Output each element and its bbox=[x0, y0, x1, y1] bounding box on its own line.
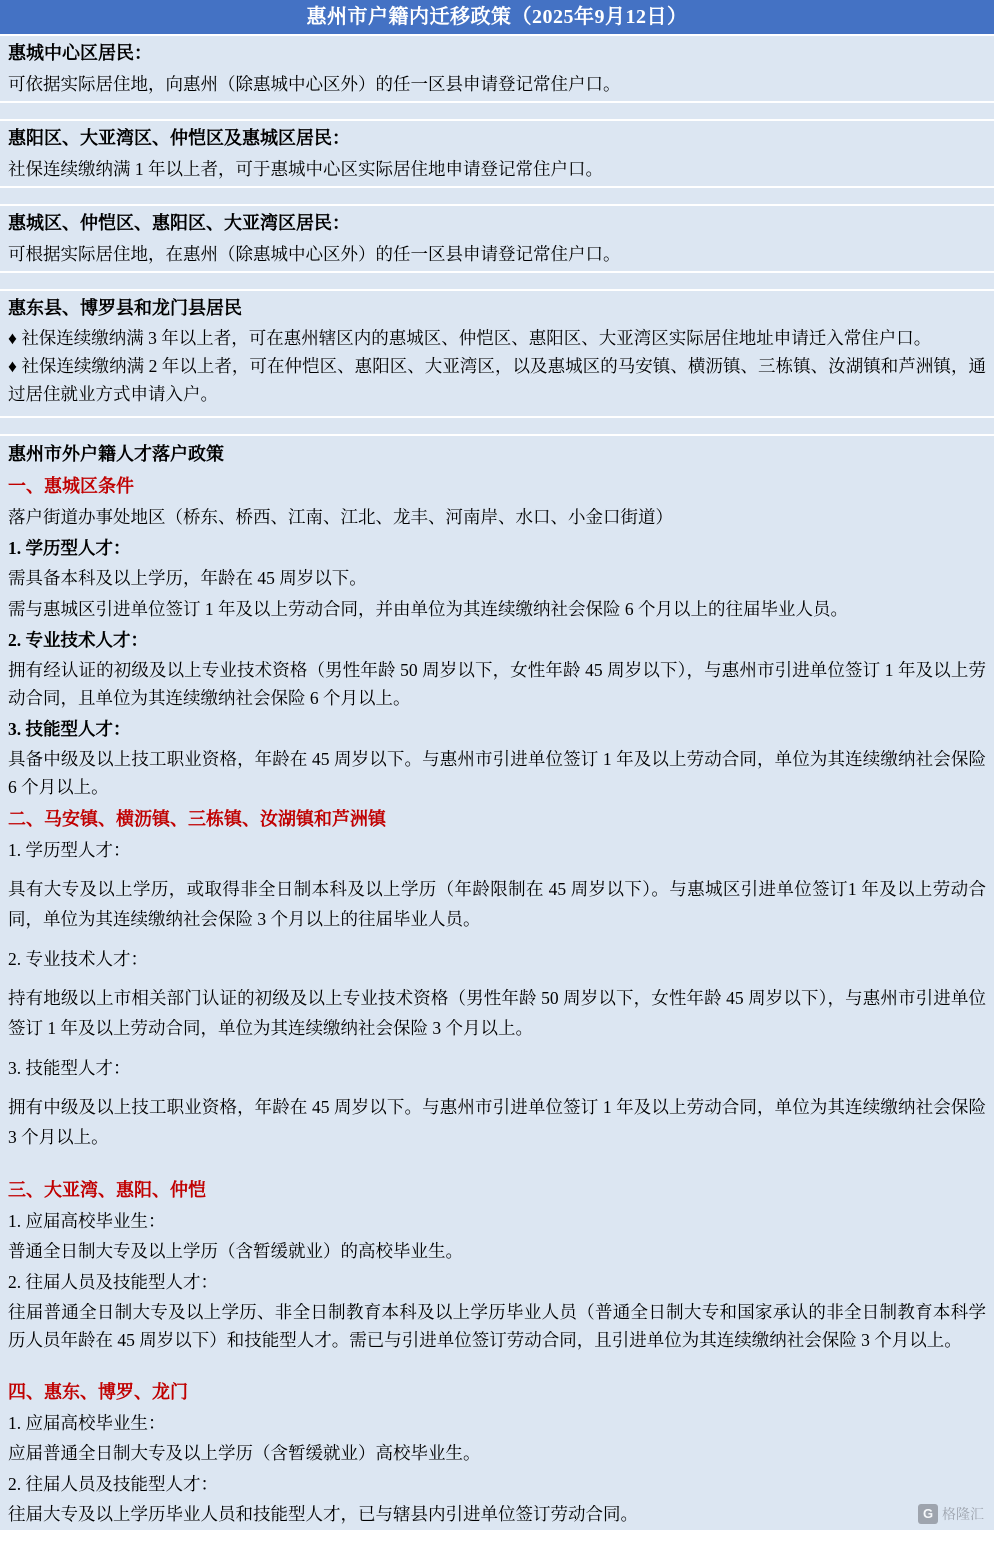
county-bullet-2 bbox=[8, 352, 986, 408]
item-text: 持有地级以上市相关部门认证的初级及以上专业技术资格（男性年龄 50 周岁以下，女性年龄 45 周岁以下），与惠州市引进单位签订 1 年及以上劳动合同，单位为其连续缴纳社会保险 3 个月以上。 bbox=[8, 988, 986, 1038]
intra-city-block-3 bbox=[0, 206, 994, 271]
talent-group-4 bbox=[8, 1376, 986, 1530]
intra-city-block-2 bbox=[0, 121, 994, 186]
talent-section bbox=[0, 436, 994, 1530]
spacer bbox=[0, 188, 994, 204]
item-label: 1. 应届高校毕业生： bbox=[8, 1211, 166, 1231]
item-text: 往届大专及以上学历毕业人员和技能型人才，已与辖县内引进单位签订劳动合同。 bbox=[8, 1504, 638, 1524]
county-bullet-text: 社保连续缴纳满 2 年以上者，可在仲恺区、惠阳区、大亚湾区，以及惠城区的马安镇、横沥镇、三栋镇、汝湖镇和芦洲镇，通过居住就业方式申请入户。 bbox=[8, 356, 986, 404]
spacer bbox=[8, 408, 986, 416]
talent-group-3 bbox=[8, 1174, 986, 1376]
item-label: 3. 技能型人才： bbox=[8, 1058, 131, 1078]
county-bullet-text: 社保连续缴纳满 3 年以上者，可在惠州辖区内的惠城区、仲恺区、惠阳区、大亚湾区实际居住地址申请迁入常住户口。 bbox=[21, 328, 932, 348]
block-heading: 惠阳区、大亚湾区、仲恺区及惠城区居民： bbox=[8, 128, 350, 148]
watermark-logo-icon: G bbox=[918, 1504, 938, 1524]
bullet-icon: ♦ bbox=[8, 328, 17, 348]
item-text: 应届普通全日制大专及以上学历（含暂缓就业）高校毕业生。 bbox=[8, 1443, 481, 1463]
spacer bbox=[0, 273, 994, 289]
item-text: 拥有经认证的初级及以上专业技术资格（男性年龄 50 周岁以下，女性年龄 45 周岁以下），与惠州市引进单位签订 1 年及以上劳动合同，且单位为其连续缴纳社会保险 6 个月以上。 bbox=[8, 660, 986, 708]
talent-group-2 bbox=[8, 803, 986, 1174]
item-label: 1. 学历型人才： bbox=[8, 538, 131, 558]
spacer bbox=[8, 974, 986, 982]
spacer bbox=[8, 936, 986, 944]
item-text: 具有大专及以上学历，或取得非全日制本科及以上学历（年龄限制在 45 周岁以下）。与惠城区引进单位签订1 年及以上劳动合同，单位为其连续缴纳社会保险 3 个月以上的往届毕业人员。 bbox=[8, 879, 986, 929]
page-title: 惠州市户籍内迁移政策（2025年9月12日） bbox=[0, 0, 994, 34]
block-text: 可依据实际居住地，向惠州（除惠城中心区外）的任一区县申请登记常住户口。 bbox=[8, 74, 621, 94]
group-title: 四、惠东、博罗、龙门 bbox=[8, 1382, 188, 1402]
watermark-text: 格隆汇 bbox=[942, 1506, 984, 1522]
talent-group-1 bbox=[8, 470, 986, 803]
item-text: 往届普通全日制大专及以上学历、非全日制教育本科及以上学历毕业人员（普通全日制大专和国家承认的非全日制教育本科学历人员年龄在 45 周岁以下）和技能型人才。需已与引进单位签订劳动合同，且引进单位为其连续缴纳社会保险 3 个月以上。 bbox=[8, 1302, 986, 1350]
block-heading: 惠城中心区居民： bbox=[8, 43, 152, 63]
county-heading: 惠东县、博罗县和龙门县居民 bbox=[8, 298, 242, 318]
spacer bbox=[8, 1045, 986, 1053]
item-label: 2. 专业技术人才： bbox=[8, 949, 148, 969]
block-heading: 惠城区、仲恺区、惠阳区、大亚湾区居民： bbox=[8, 213, 350, 233]
block-text: 可根据实际居住地，在惠州（除惠城中心区外）的任一区县申请登记常住户口。 bbox=[8, 244, 621, 264]
item-label: 2. 往届人员及技能型人才： bbox=[8, 1474, 218, 1494]
spacer bbox=[8, 865, 986, 873]
group-intro: 落户街道办事处地区（桥东、桥西、江南、江北、龙丰、河南岸、水口、小金口街道） bbox=[8, 507, 673, 527]
spacer bbox=[0, 418, 994, 434]
bullet-icon: ♦ bbox=[8, 356, 17, 376]
item-text: 拥有中级及以上技工职业资格，年龄在 45 周岁以下。与惠州市引进单位签订 1 年及以上劳动合同，单位为其连续缴纳社会保险 3 个月以上。 bbox=[8, 1097, 986, 1147]
group-title: 二、马安镇、横沥镇、三栋镇、汝湖镇和芦洲镇 bbox=[8, 809, 386, 829]
county-block bbox=[0, 291, 994, 416]
item-label: 2. 专业技术人才： bbox=[8, 630, 148, 650]
spacer bbox=[8, 1356, 986, 1376]
spacer bbox=[0, 103, 994, 119]
item-text: 需与惠城区引进单位签订 1 年及以上劳动合同，并由单位为其连续缴纳社会保险 6 个月以上的往届毕业人员。 bbox=[8, 599, 848, 619]
group-title: 一、惠城区条件 bbox=[8, 476, 134, 496]
intra-city-block-1 bbox=[0, 36, 994, 101]
watermark bbox=[918, 1504, 984, 1524]
talent-section-title: 惠州市外户籍人才落户政策 bbox=[8, 444, 224, 464]
item-label: 1. 学历型人才： bbox=[8, 840, 131, 860]
item-text: 普通全日制大专及以上学历（含暂缓就业）的高校毕业生。 bbox=[8, 1241, 463, 1261]
spacer bbox=[8, 1154, 986, 1174]
block-text: 社保连续缴纳满 1 年以上者，可于惠城中心区实际居住地申请登记常住户口。 bbox=[8, 159, 603, 179]
county-bullet-1 bbox=[8, 324, 986, 352]
group-title: 三、大亚湾、惠阳、仲恺 bbox=[8, 1180, 206, 1200]
spacer bbox=[8, 1083, 986, 1091]
item-label: 3. 技能型人才： bbox=[8, 719, 131, 739]
item-text: 具备中级及以上技工职业资格，年龄在 45 周岁以下。与惠州市引进单位签订 1 年及以上劳动合同，单位为其连续缴纳社会保险 6 个月以上。 bbox=[8, 749, 986, 797]
item-text: 需具备本科及以上学历，年龄在 45 周岁以下。 bbox=[8, 568, 367, 588]
item-label: 1. 应届高校毕业生： bbox=[8, 1413, 166, 1433]
item-label: 2. 往届人员及技能型人才： bbox=[8, 1272, 218, 1292]
